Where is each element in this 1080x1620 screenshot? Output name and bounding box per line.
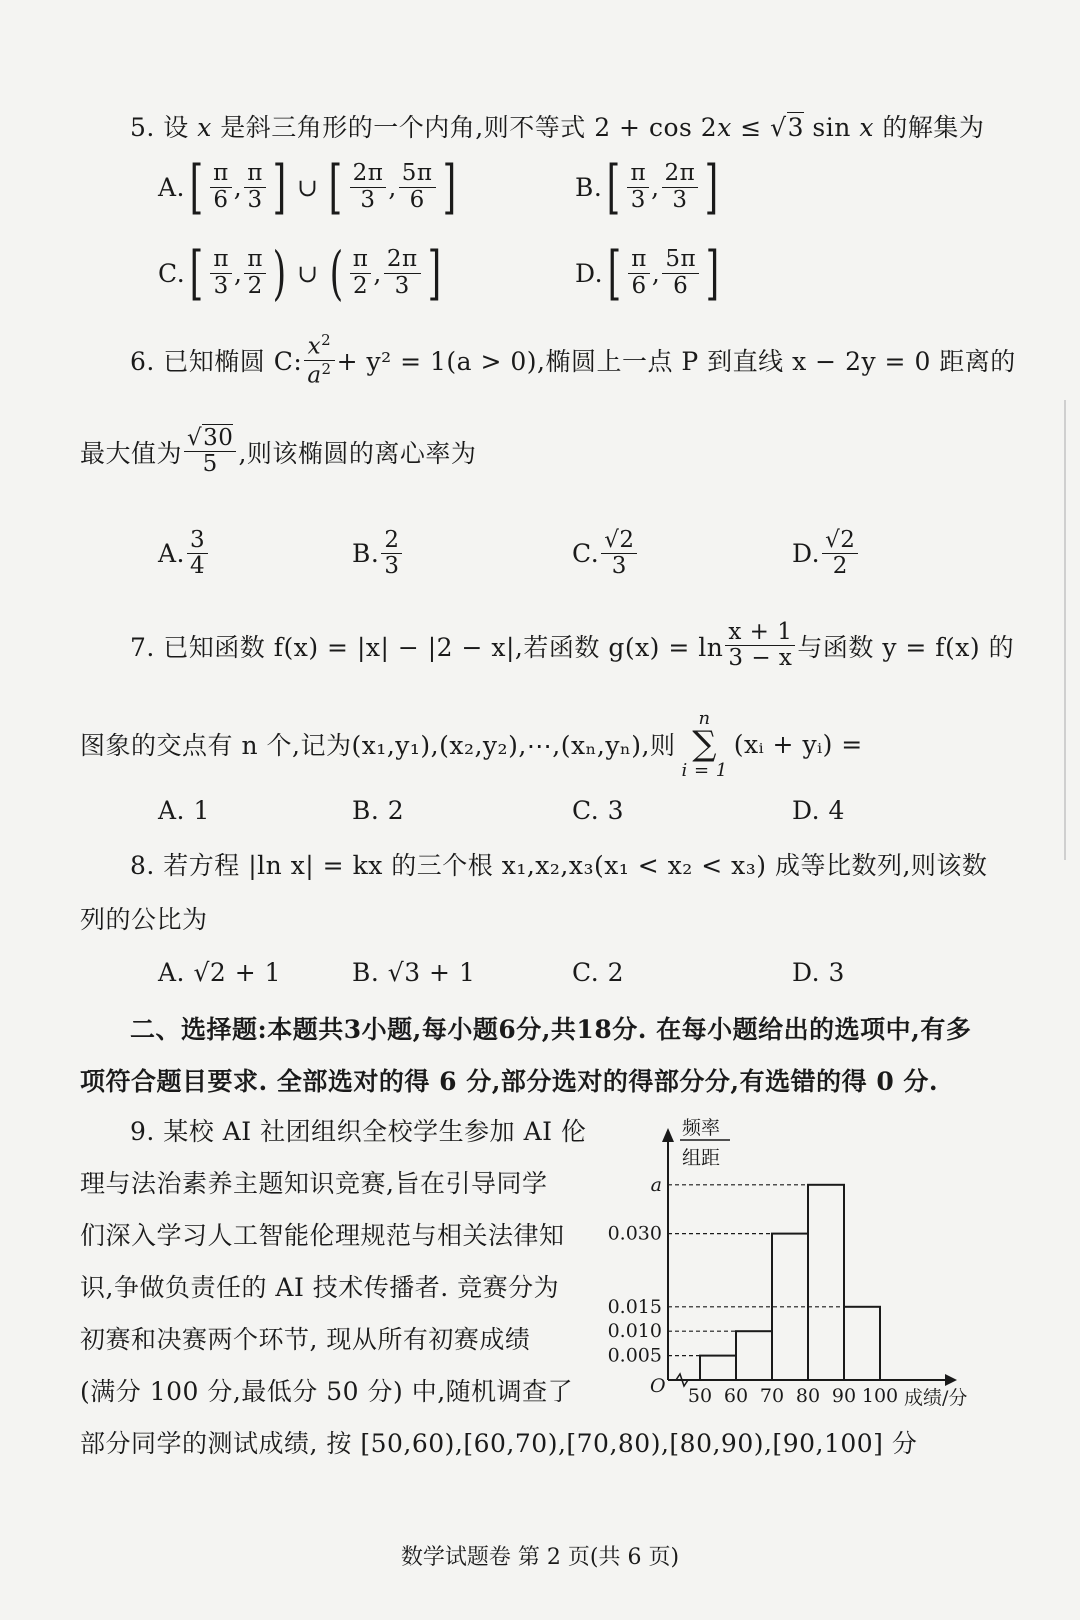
x-tick-label: 100 [861, 1385, 899, 1407]
q5-option-a: A. [ $\frac{\pi}{6}$ , $\frac{\pi}{3}$ ] ∪ [ $\frac{2\pi}{3}$ , $\frac{5\pi}{6}$ ] [158, 153, 457, 221]
q9-line: 初赛和决赛两个环节, 现从所有初赛成绩 [80, 1325, 531, 1354]
q8-option-a: A. √2 + 1 [158, 958, 282, 987]
x-tick-label: 70 [759, 1385, 785, 1407]
x-axis-label: 成绩/分 [904, 1387, 968, 1409]
frequency-histogram [600, 1110, 1000, 1425]
q7-option-b: B. 2 [352, 796, 405, 825]
q8-line1: 8. 若方程 |ln x| = kx 的三个根 x₁,x₂,x₃(x₁ < x₂ < x₃) 成等比数列,则该数 [130, 851, 988, 880]
q6-line1: 6. 已知椭圆 C: $\frac{x^2}{a^2}$ + y² = 1(a > 0),椭圆上一点 P 到直线 x − 2y = 0 距离的 [130, 331, 1016, 389]
q7-option-a: A. 1 [158, 796, 210, 825]
histogram-bar [844, 1307, 880, 1380]
y-axis-label-top: 频率 [682, 1117, 721, 1139]
y-axis-label-bottom: 组距 [682, 1147, 721, 1169]
q9-line: 9. 某校 AI 社团组织全校学生参加 AI 伦 [130, 1117, 587, 1146]
q8-option-d: D. 3 [792, 958, 845, 987]
q7-option-c: C. 3 [572, 796, 625, 825]
histogram-bar [736, 1331, 772, 1380]
q8-option-c: C. 2 [572, 958, 625, 987]
q6-option-d: D. $\frac{√2}{2}$ [792, 528, 860, 580]
x-tick-label: 80 [795, 1385, 821, 1407]
x-tick-label: 90 [831, 1385, 857, 1407]
q9-line: (满分 100 分,最低分 50 分) 中,随机调查了 [80, 1377, 574, 1406]
y-tick-label: 0.030 [607, 1222, 662, 1245]
q9-line: 部分同学的测试成绩, 按 [50,60),[60,70),[70,80),[80,90),[90,100] 分 [80, 1429, 918, 1458]
y-tick-label: a [650, 1173, 662, 1196]
q6-option-c: C. $\frac{√2}{3}$ [572, 528, 639, 580]
q6-line2: 最大值为 $\frac{√30}{5}$ ,则该椭圆的离心率为 [80, 425, 477, 478]
q9-line: 识,争做负责任的 AI 技术传播者. 竞赛分为 [80, 1273, 560, 1302]
y-axis-arrow [662, 1128, 674, 1142]
origin-label: O [650, 1375, 666, 1397]
q6-option-b: B. $\frac{2}{3}$ [352, 528, 404, 580]
q5-option-b: B. [ $\frac{\pi}{3}$ , $\frac{2\pi}{3}$ ] [575, 153, 719, 221]
q7-option-d: D. 4 [792, 796, 845, 825]
y-tick-label: 0.015 [607, 1295, 662, 1318]
q8-line2: 列的公比为 [80, 905, 208, 934]
q6-option-a: A. $\frac{3}{4}$ [158, 528, 210, 580]
option-letter: C. [158, 258, 186, 288]
option-letter: D. [575, 258, 604, 288]
q5-stem: 5. 设 x 是斜三角形的一个内角,则不等式 2 + cos 2x ≤ √3 sin x 的解集为 [130, 113, 985, 142]
x-tick-label: 60 [723, 1385, 749, 1407]
q5-option-d: D. [ $\frac{\pi}{6}$ , $\frac{5\pi}{6}$ ] [575, 239, 720, 307]
x-tick-label: 50 [687, 1385, 713, 1407]
q5-option-c: C. [ $\frac{\pi}{3}$ , $\frac{\pi}{2}$ ) ∪ ( $\frac{\pi}{2}$ , $\frac{2\pi}{3}$ ] [158, 239, 442, 307]
section2-heading-line2: 项符合题目要求. 全部选对的得 6 分,部分选对的得部分分,有选错的得 0 分. [80, 1067, 939, 1096]
section2-heading-line1: 二、选择题:本题共3小题,每小题6分,共18分. 在每小题给出的选项中,有多 [130, 1015, 972, 1044]
q8-option-b: B. √3 + 1 [352, 958, 476, 987]
q9-line: 理与法治素养主题知识竞赛,旨在引导同学 [80, 1169, 548, 1198]
option-letter: B. [575, 172, 603, 202]
x-axis-arrow [945, 1374, 957, 1386]
histogram-bar [700, 1356, 736, 1380]
page-footer: 数学试题卷 第 2 页(共 6 页) [400, 1545, 680, 1570]
q7-line2: 图象的交点有 n 个,记为(x₁,y₁),(x₂,y₂),⋯,(xₙ,yₙ),则 n ∑ i = 1 (xᵢ + yᵢ) = [80, 708, 863, 781]
histogram-bar [808, 1185, 844, 1380]
y-tick-label: 0.005 [607, 1344, 662, 1367]
q7-line1: 7. 已知函数 f(x) = |x| − |2 − x|,若函数 g(x) = ln $\frac{x + 1}{3 - x}$ 与函数 y = f(x) 的 [130, 619, 1015, 672]
q9-line: 们深入学习人工智能伦理规范与相关法律知 [80, 1221, 565, 1250]
y-tick-label: 0.010 [607, 1320, 662, 1343]
option-letter: A. [158, 172, 186, 202]
summation-sign: n ∑ i = 1 [681, 708, 728, 781]
page-edge-shadow [1064, 400, 1066, 860]
